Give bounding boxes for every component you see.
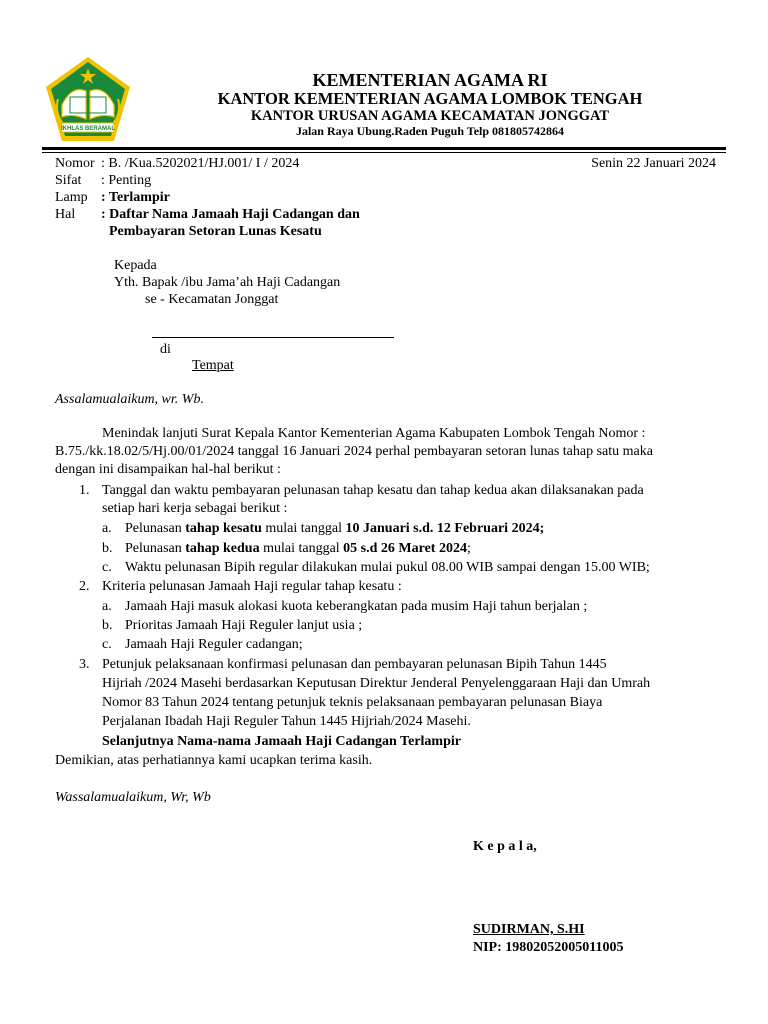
tempat-label: Tempat xyxy=(192,358,234,373)
signatory-nip: NIP: 19802052005011005 xyxy=(473,940,624,955)
closing-sentence: Demikian, atas perhatiannya kami ucapkan terima kasih. xyxy=(55,753,373,768)
kepada-label: Kepada xyxy=(114,258,157,273)
item1-a-letter: a. xyxy=(102,521,112,536)
intro-line3: dengan ini disampaikan hal-hal berikut : xyxy=(55,462,281,477)
recipient-yth: Yth. Bapak /ibu Jama’ah Haji Cadangan xyxy=(114,275,341,290)
header-rule-thick xyxy=(42,147,726,150)
di-label: di xyxy=(160,342,171,357)
recipient-blank-line xyxy=(152,337,394,338)
intro-line1: Menindak lanjuti Surat Kepala Kantor Kementerian Agama Kabupaten Lombok Tengah Nomor : xyxy=(102,426,646,441)
item2-line1: Kriteria pelunasan Jamaah Haji regular tahap kesatu : xyxy=(102,579,402,594)
item3-line1: Petunjuk pelaksanaan konfirmasi pelunasan dan pembayaran pelunasan Bipih Tahun 1445 xyxy=(102,657,607,672)
item1-c-text: Waktu pelunasan Bipih regular dilakukan mulai pukul 08.00 WIB sampai dengan 15.00 WIB; xyxy=(125,560,650,575)
attachment-note: Selanjutnya Nama-nama Jamaah Haji Cadangan Terlampir xyxy=(102,734,461,749)
sifat-label: Sifat xyxy=(55,173,82,188)
item1-b-letter: b. xyxy=(102,541,113,556)
item2-a-text: Jamaah Haji masuk alokasi kuota keberangkatan pada musim Haji tahun berjalan ; xyxy=(125,599,588,614)
header-office: KANTOR KEMENTERIAN AGAMA LOMBOK TENGAH xyxy=(217,89,643,108)
sifat-value: : Penting xyxy=(101,173,152,188)
greeting: Assalamualaikum, wr. Wb. xyxy=(55,392,204,407)
header-rule-thin xyxy=(42,152,726,153)
nomor-value: : B. /Kua.5202021/HJ.001/ I / 2024 xyxy=(101,156,300,171)
item1-line1: Tanggal dan waktu pembayaran pelunasan tahap kesatu dan tahap kedua akan dilaksanakan pada xyxy=(102,483,644,498)
item2-c-letter: c. xyxy=(102,637,112,652)
closing-salam: Wassalamualaikum, Wr, Wb xyxy=(55,790,211,805)
item3-number: 3. xyxy=(79,657,90,672)
hal-value-line1: : Daftar Nama Jamaah Haji Cadangan dan xyxy=(101,207,360,222)
hal-value-line2: Pembayaran Setoran Lunas Kesatu xyxy=(109,224,322,239)
item1-line2: setiap hari kerja sebagai berikut : xyxy=(102,501,288,516)
item1-number: 1. xyxy=(79,483,90,498)
letter-date: Senin 22 Januari 2024 xyxy=(591,156,716,171)
recipient-area: se - Kecamatan Jonggat xyxy=(145,292,279,307)
item1-c-letter: c. xyxy=(102,560,112,575)
item3-line2: Hijriah /2024 Masehi berdasarkan Keputusan Direktur Jenderal Penyelenggaraan Haji dan Umrah xyxy=(102,676,651,691)
item1-b-text: Pelunasan tahap kedua mulai tanggal 05 s.d 26 Maret 2024; xyxy=(125,541,471,556)
item2-c-text: Jamaah Haji Reguler cadangan; xyxy=(125,637,303,652)
logo-motto: IKHLAS BERAMAL xyxy=(61,126,115,132)
nomor-label: Nomor xyxy=(55,156,95,171)
header-address: Jalan Raya Ubung.Raden Puguh Telp 081805742864 xyxy=(295,124,565,138)
item2-number: 2. xyxy=(79,579,90,594)
lamp-value: : Terlampir xyxy=(101,190,170,205)
intro-line2: B.75./kk.18.02/5/Hj.00/01/2024 tanggal 16 Januari 2024 perhal pembayaran setoran lunas tahap satu maka xyxy=(55,444,653,459)
header-kua: KANTOR URUSAN AGAMA KECAMATAN JONGGAT xyxy=(250,108,610,124)
item2-b-text: Prioritas Jamaah Haji Reguler lanjut usia ; xyxy=(125,618,363,633)
lamp-label: Lamp xyxy=(55,190,88,205)
hal-label: Hal xyxy=(55,207,76,222)
item3-line3: Nomor 83 Tahun 2024 tentang petunjuk teknis pelaksanaan pembayaran pelunasan Biaya xyxy=(102,695,603,710)
item1-a-text: Pelunasan tahap kesatu mulai tanggal 10 Januari s.d. 12 Februari 2024; xyxy=(125,521,545,536)
signatory-name: SUDIRMAN, S.HI xyxy=(473,922,585,937)
header-ministry: KEMENTERIAN AGAMA RI xyxy=(312,70,548,90)
kemenag-logo xyxy=(42,55,134,147)
signature-title: K e p a l a, xyxy=(473,839,537,854)
item2-b-letter: b. xyxy=(102,618,113,633)
item3-line4: Perjalanan Ibadah Haji Reguler Tahun 1445 Hijriah/2024 Masehi. xyxy=(102,714,471,729)
item2-a-letter: a. xyxy=(102,599,112,614)
